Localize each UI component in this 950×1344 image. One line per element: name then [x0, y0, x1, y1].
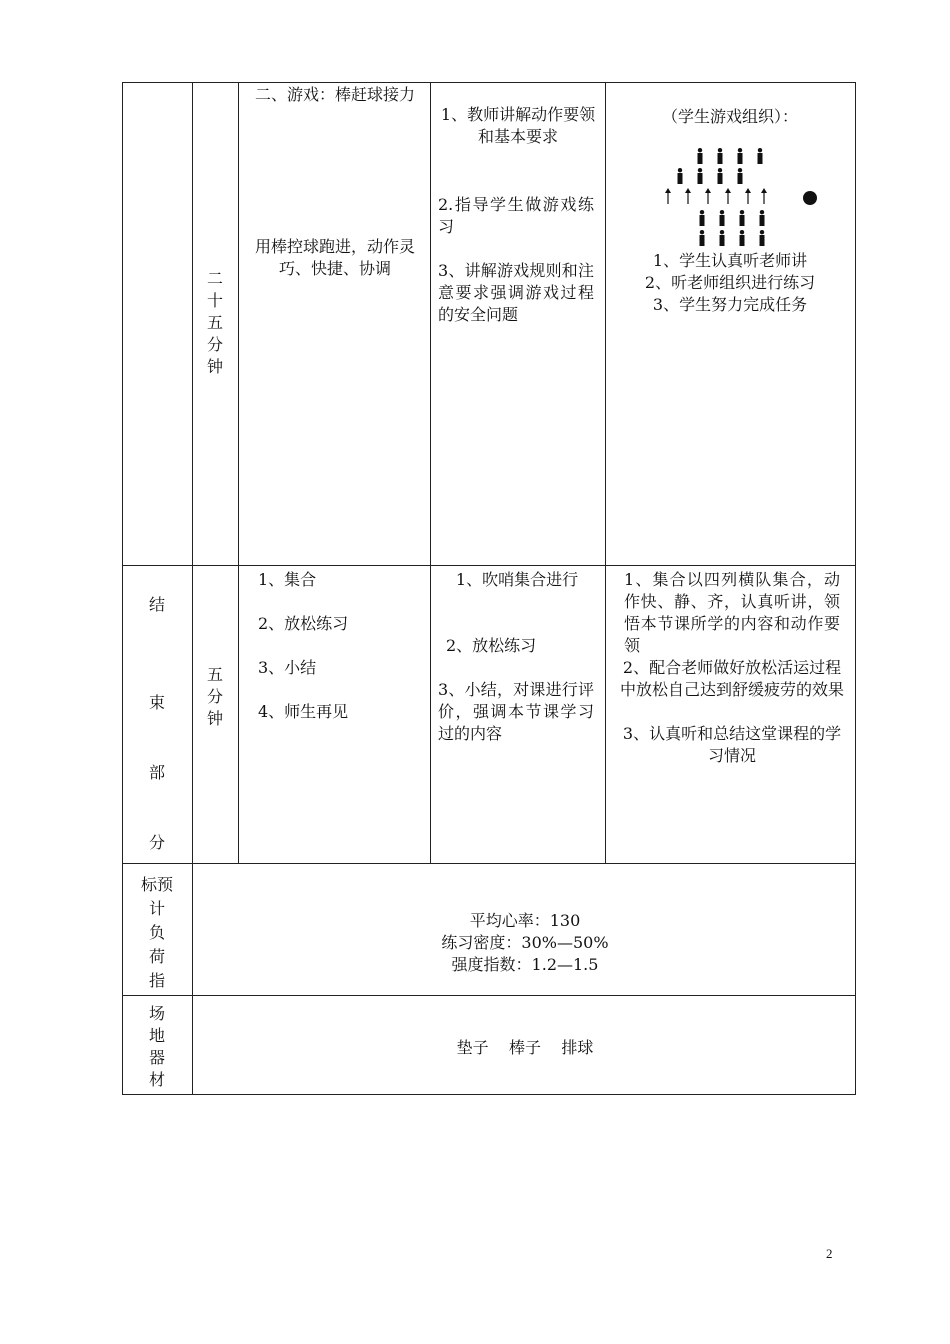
end-section-label: 结 束 部 分	[148, 595, 165, 852]
col-divider-teacher-student	[605, 82, 606, 864]
person-icon	[718, 210, 726, 226]
game-student-step-3: 3、学生努力完成任务	[652, 295, 808, 314]
end-student-step-3: 3、认真听和总结这堂课程的学习情况	[622, 724, 842, 765]
game-student-heading: （学生游戏组织）：	[661, 107, 798, 126]
game-student-step-2: 2、听老师组织进行练习	[644, 273, 816, 292]
equipment-items: 垫子 棒子 排球	[456, 1038, 594, 1057]
col-divider-time-content	[238, 82, 239, 864]
end-content-item-4: 4、师生再见	[258, 702, 349, 721]
game-content-title: 二、游戏：棒赶球接力	[254, 85, 415, 104]
equipment-label: 场 地 器 材	[148, 1004, 165, 1089]
person-icon	[736, 148, 744, 164]
game-content-desc: 用棒控球跑进，动作灵巧、快捷、协调	[254, 237, 415, 278]
person-icon	[758, 210, 766, 226]
game-teacher-step-1: 1、教师讲解动作要领和基本要求	[440, 105, 596, 146]
row-divider-game-end	[122, 565, 856, 566]
end-content-item-3: 3、小结	[258, 658, 317, 677]
load-label: 标预 计 负 荷 指	[140, 875, 173, 990]
table-bottom-border	[122, 1094, 856, 1095]
col-divider-section-time	[192, 82, 193, 1095]
end-student-step-1: 1、集合以四列横队集合，动作快、静、齐，认真听讲，领悟本节课所学的内容和动作要领	[624, 570, 840, 655]
table-top-border	[122, 82, 856, 83]
game-teacher-step-2: 2.指导学生做游戏练习	[438, 195, 594, 236]
game-teacher-step-3: 3、讲解游戏规则和注意要求强调游戏过程的安全问题	[438, 261, 594, 324]
person-icon	[758, 230, 766, 246]
game-time-label: 二 十 五 分 钟	[206, 269, 223, 376]
end-student-step-2: 2、配合老师做好放松活运过程中放松自己达到舒缓疲劳的效果	[620, 658, 845, 699]
person-icon	[756, 148, 764, 164]
load-practice-density: 练习密度：30%—50%	[441, 933, 609, 952]
game-student-step-1: 1、学生认真听老师讲	[652, 251, 808, 270]
col-divider-content-teacher	[430, 82, 431, 864]
row-divider-load-equipment	[122, 995, 856, 996]
person-icon	[716, 168, 724, 184]
arrow-up-icon	[664, 188, 672, 204]
arrow-up-icon	[704, 188, 712, 204]
row-divider-end-load	[122, 863, 856, 864]
end-content-item-2: 2、放松练习	[258, 614, 349, 633]
end-time-label: 五 分 钟	[206, 665, 223, 728]
person-icon	[676, 168, 684, 184]
person-icon	[738, 230, 746, 246]
table-left-border	[122, 82, 123, 1095]
table-right-border	[855, 82, 856, 1095]
person-icon	[698, 210, 706, 226]
arrow-up-icon	[724, 188, 732, 204]
person-icon	[738, 210, 746, 226]
person-icon	[696, 168, 704, 184]
end-teacher-step-3: 3、小结，对课进行评价，强调本节课学习过的内容	[438, 680, 594, 743]
load-heart-rate: 平均心率：130	[469, 911, 581, 930]
end-content-item-1: 1、集合	[258, 570, 317, 589]
arrow-up-icon	[684, 188, 692, 204]
end-teacher-step-1: 1、吹哨集合进行	[455, 570, 579, 589]
arrow-up-icon	[760, 188, 768, 204]
page-number: 2	[826, 1246, 833, 1261]
end-teacher-step-2: 2、放松练习	[446, 636, 537, 655]
person-icon	[716, 148, 724, 164]
person-icon	[696, 148, 704, 164]
arrow-up-icon	[744, 188, 752, 204]
ball-icon	[803, 191, 817, 205]
person-icon	[736, 168, 744, 184]
person-icon	[718, 230, 726, 246]
person-icon	[698, 230, 706, 246]
load-intensity-index: 强度指数：1.2—1.5	[451, 955, 599, 974]
